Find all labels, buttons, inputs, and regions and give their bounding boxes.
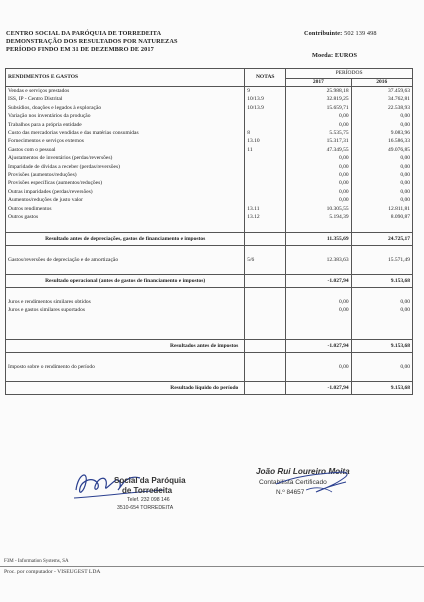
spacer-row — [6, 287, 413, 298]
row-value-2017: 10.305,55 — [286, 205, 351, 213]
stamp-phone: Telef. 232 098 146 — [127, 497, 170, 503]
row-note: 13.11 — [245, 205, 286, 213]
table-row — [6, 171, 413, 179]
row-label: Outros rendimentos — [6, 205, 245, 213]
ebitda-label: Resultado antes de depreciações, gastos de financiamento e impostos — [6, 232, 245, 245]
col-notes-header: NOTAS — [245, 69, 286, 87]
col-periods-header: PERÍODOS — [286, 69, 413, 79]
net-result-label: Resultado líquido do período — [6, 382, 245, 395]
accountant-name: João Rui Loureiro Moita — [256, 467, 350, 476]
row-value-2017: 0,00 — [286, 196, 351, 204]
row-label: Aumentos/reduções de justo valor — [6, 196, 245, 204]
row-value-2016: 0,00 — [351, 112, 412, 120]
report-period: PERÍODO FINDO EM 31 DE DEZEMBRO DE 2017 — [6, 46, 154, 53]
row-note — [245, 112, 286, 120]
row-value-2016: 37.459,63 — [351, 87, 412, 96]
depreciation-note: 5/6 — [245, 256, 286, 264]
table-row — [6, 95, 413, 103]
row-label: Provisões (aumentos/reduções) — [6, 171, 245, 179]
interest-expense-label: Juros e gastos similares suportados — [6, 306, 245, 314]
table-row — [6, 137, 413, 145]
taxpayer-value: 502 139 498 — [344, 30, 377, 37]
operating-result-label: Resultado operacional (antes de gastos de financiamento e impostos) — [6, 274, 245, 287]
row-note: 13.10 — [245, 137, 286, 145]
row-value-2017: 47.349,55 — [286, 146, 351, 154]
table-row — [6, 121, 413, 129]
footer-divider — [0, 566, 424, 567]
row-note: 8 — [245, 129, 286, 137]
operating-result-row — [6, 274, 413, 287]
ebitda-note — [245, 232, 286, 245]
table-row — [6, 104, 413, 112]
pretax-result-2016: 9.153,68 — [351, 339, 412, 352]
currency-label: Moeda: EUROS — [312, 52, 358, 59]
interest-expense-note — [245, 306, 286, 314]
accountant-stamp — [246, 462, 386, 512]
spacer-row — [6, 352, 413, 363]
table-row — [6, 213, 413, 221]
net-result-2016: 9.153,68 — [351, 382, 412, 395]
row-value-2016: 8.090,87 — [351, 213, 412, 221]
row-value-2016: 16.586,33 — [351, 137, 412, 145]
ebitda-row — [6, 232, 413, 245]
row-value-2017: 0,00 — [286, 163, 351, 171]
table-row — [6, 146, 413, 154]
table-row — [6, 205, 413, 213]
row-value-2016: 49.076,85 — [351, 146, 412, 154]
row-value-2017: 25.988,18 — [286, 87, 351, 96]
row-label: Vendas e serviços prestados — [6, 87, 245, 96]
row-note: 10/13.9 — [245, 95, 286, 103]
interest-expense-2016: 0,00 — [351, 306, 412, 314]
row-value-2017: 0,00 — [286, 171, 351, 179]
accountant-role: Contabilista Certificado — [259, 479, 327, 486]
interest-expense-row — [6, 306, 413, 314]
row-value-2017: 15.317,31 — [286, 137, 351, 145]
row-value-2017: 15.659,71 — [286, 104, 351, 112]
operating-result-2016: 9.153,68 — [351, 274, 412, 287]
taxpayer-label: Contribuinte: — [304, 30, 343, 37]
pretax-result-note — [245, 339, 286, 352]
row-value-2016: 0,00 — [351, 179, 412, 187]
interest-income-2017: 0,00 — [286, 298, 351, 306]
ebitda-2017: 11.355,69 — [286, 232, 351, 245]
interest-income-2016: 0,00 — [351, 298, 412, 306]
row-note — [245, 188, 286, 196]
spacer-row — [6, 245, 413, 256]
interest-income-note — [245, 298, 286, 306]
row-label: Outros gastos — [6, 213, 245, 221]
ebitda-2016: 24.725,17 — [351, 232, 412, 245]
entity-name: CENTRO SOCIAL DA PARÓQUIA DE TORREDEITA — [6, 30, 162, 37]
income-tax-note — [245, 363, 286, 371]
row-value-2016: 12.811,81 — [351, 205, 412, 213]
row-value-2016: 9.083,96 — [351, 129, 412, 137]
row-label: Outras imparidades (perdas/reversões) — [6, 188, 245, 196]
col-desc-header: RENDIMENTOS E GASTOS — [6, 69, 245, 87]
row-value-2017: 0,00 — [286, 154, 351, 162]
signature-right-icon — [246, 462, 386, 512]
income-tax-label: Imposto sobre o rendimento do período — [6, 363, 245, 371]
row-value-2017: 0,00 — [286, 112, 351, 120]
pretax-result-label: Resultados antes de impostos — [6, 339, 245, 352]
table-row — [6, 87, 413, 96]
table-row — [6, 179, 413, 187]
spacer-row — [6, 315, 413, 340]
software-credit: F3M - Information Systems, SA — [4, 559, 69, 564]
depreciation-label: Gastos/reversões de depreciação e de amortização — [6, 256, 245, 264]
row-value-2017: 5.535,75 — [286, 129, 351, 137]
operating-result-2017: -1.027,94 — [286, 274, 351, 287]
table-row — [6, 188, 413, 196]
row-value-2016: 0,00 — [351, 121, 412, 129]
row-value-2017: 0,00 — [286, 179, 351, 187]
row-label: Custo das mercadorias vendidas e das matérias consumidas — [6, 129, 245, 137]
interest-income-row — [6, 298, 413, 306]
row-label: Fornecimentos e serviços externos — [6, 137, 245, 145]
row-label: ISS, IP - Centro Distrital — [6, 95, 245, 103]
row-note — [245, 121, 286, 129]
row-note: 11 — [245, 146, 286, 154]
row-value-2017: 32.819,25 — [286, 95, 351, 103]
operating-result-note — [245, 274, 286, 287]
depreciation-2016: 15.571,49 — [351, 256, 412, 264]
pretax-result-2017: -1.027,94 — [286, 339, 351, 352]
income-tax-2016: 0,00 — [351, 363, 412, 371]
row-note — [245, 154, 286, 162]
spacer-row — [6, 371, 413, 382]
row-note — [245, 179, 286, 187]
spacer-row — [6, 264, 413, 275]
net-result-row — [6, 382, 413, 395]
row-label: Imparidade de dívidas a receber (perdas/reversões) — [6, 163, 245, 171]
table-row — [6, 112, 413, 120]
income-tax-row — [6, 363, 413, 371]
row-value-2017: 0,00 — [286, 188, 351, 196]
pretax-result-row — [6, 339, 413, 352]
row-value-2017: 0,00 — [286, 121, 351, 129]
table-row — [6, 154, 413, 162]
institution-stamp — [64, 462, 214, 522]
taxpayer-number — [304, 30, 377, 38]
row-value-2017: 5.194,39 — [286, 213, 351, 221]
table-row — [6, 163, 413, 171]
row-note — [245, 171, 286, 179]
row-label: Trabalhos para a própria entidade — [6, 121, 245, 129]
row-value-2016: 34.762,81 — [351, 95, 412, 103]
row-value-2016: 0,00 — [351, 163, 412, 171]
net-result-2017: -1.027,94 — [286, 382, 351, 395]
year-2016-header: 2016 — [351, 79, 412, 87]
income-tax-2017: 0,00 — [286, 363, 351, 371]
spacer-row — [6, 222, 413, 233]
year-2017-header: 2017 — [286, 79, 351, 87]
row-value-2016: 0,00 — [351, 188, 412, 196]
table-body — [6, 87, 413, 222]
row-label: Gastos com o pessoal — [6, 146, 245, 154]
net-result-note — [245, 382, 286, 395]
depreciation-2017: 12.383,63 — [286, 256, 351, 264]
accountant-number: N.º 84657 — [276, 489, 305, 496]
row-value-2016: 0,00 — [351, 154, 412, 162]
row-label: Variação nos inventários da produção — [6, 112, 245, 120]
row-label: Provisões específicas (aumentos/reduções) — [6, 179, 245, 187]
row-value-2016: 0,00 — [351, 196, 412, 204]
row-note: 10/13.9 — [245, 104, 286, 112]
stamp-line-2: de Torredeita — [122, 486, 173, 495]
row-label: Subsídios, doações e legados à exploração — [6, 104, 245, 112]
row-note — [245, 196, 286, 204]
row-value-2016: 22.538,93 — [351, 104, 412, 112]
depreciation-row — [6, 256, 413, 264]
table-row — [6, 129, 413, 137]
interest-expense-2017: 0,00 — [286, 306, 351, 314]
stamp-address: 3510-654 TORREDEITA — [117, 505, 174, 511]
row-note: 9 — [245, 87, 286, 96]
processor-credit: Proc. por computador - VISEUGEST LDA — [4, 569, 101, 575]
table-row — [6, 196, 413, 204]
row-note — [245, 163, 286, 171]
report-title: DEMONSTRAÇÃO DOS RESULTADOS POR NATUREZAS — [6, 38, 178, 45]
stamp-line-1: Social da Paróquia — [114, 476, 186, 485]
table-header-row — [6, 69, 413, 79]
income-statement-table — [5, 68, 413, 395]
row-label: Ajustamentos de inventários (perdas/reversões) — [6, 154, 245, 162]
row-value-2016: 0,00 — [351, 171, 412, 179]
row-note: 13.12 — [245, 213, 286, 221]
interest-income-label: Juros e rendimentos similares obtidos — [6, 298, 245, 306]
